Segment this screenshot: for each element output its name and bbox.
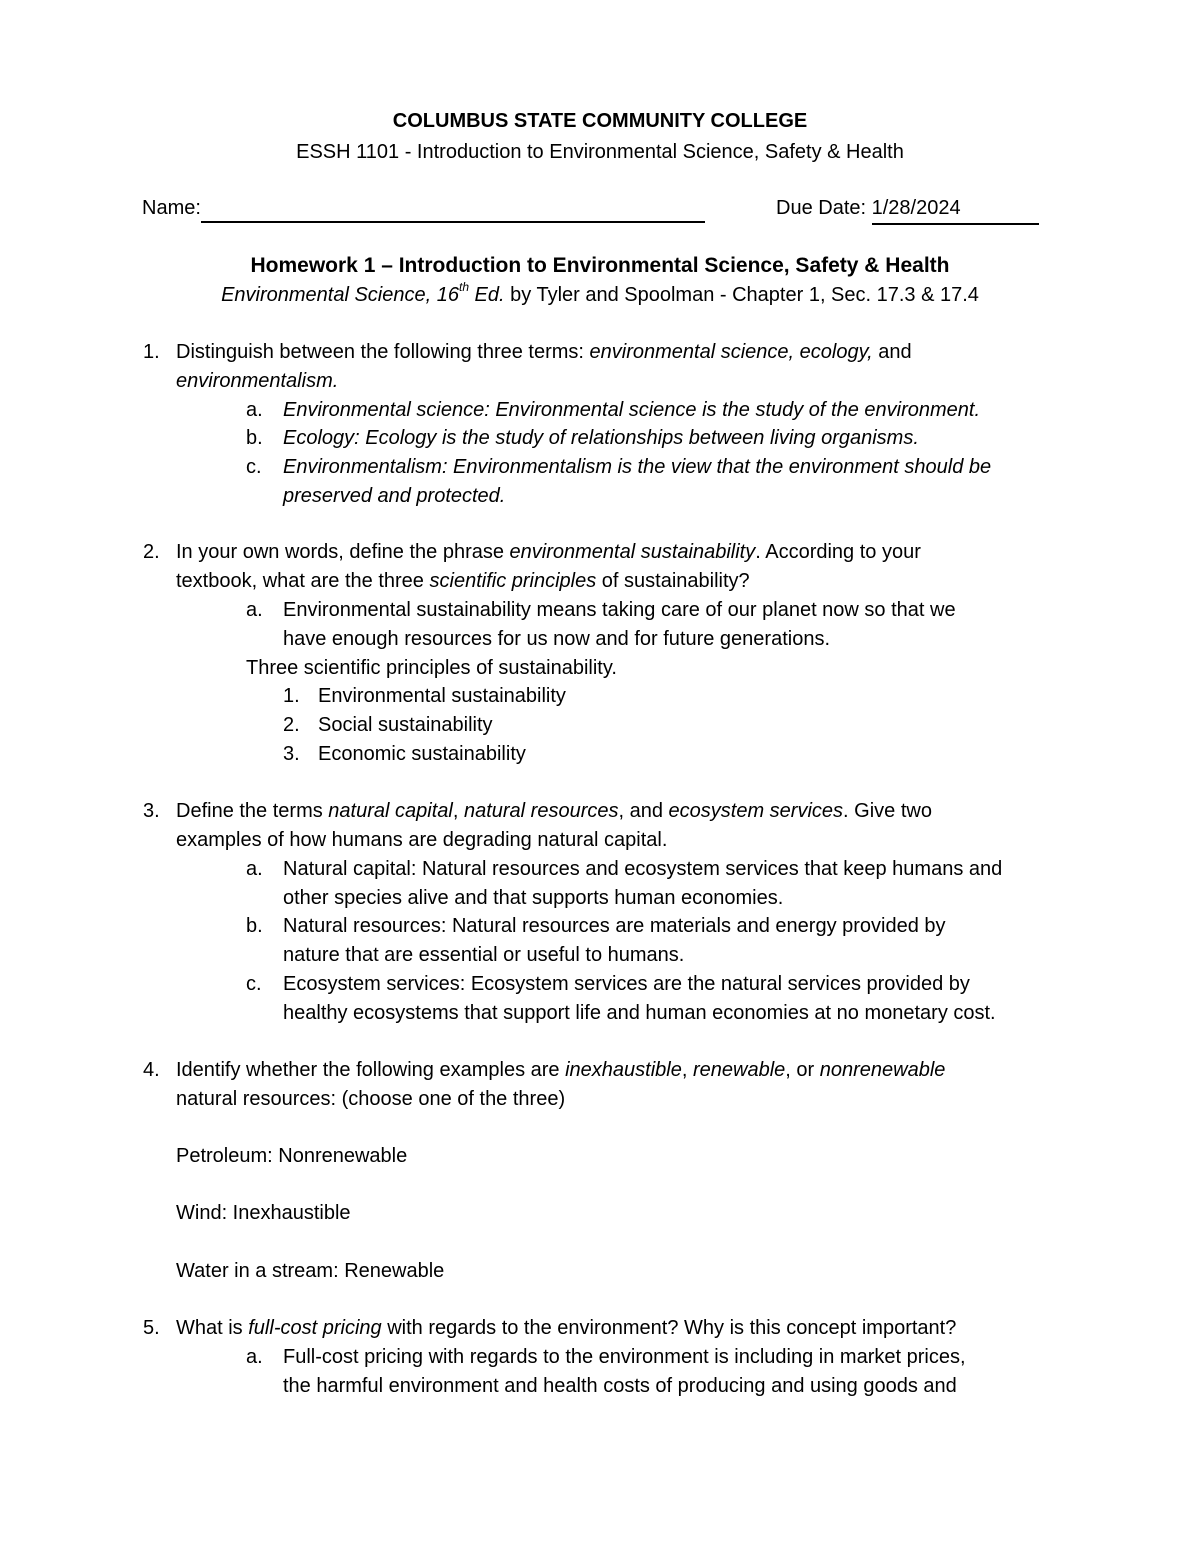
question-2-text (176, 538, 921, 567)
answer-5a-text-cont: the harmful environment and health costs of producing and using goods and (283, 1375, 957, 1397)
answer-1b-text: Ecology: Ecology is the study of relationships between living organisms. (283, 427, 919, 449)
question-3-text-cont: examples of how humans are degrading natural capital. (176, 829, 668, 851)
question-1 (0, 338, 1200, 367)
question-5-text (176, 1314, 956, 1343)
answer-3c (0, 970, 1200, 999)
answer-2a-text: Environmental sustainability means taking care of our planet now so that we (283, 599, 956, 621)
q4-term: renewable (692, 1059, 786, 1081)
answer-3a-line-2 (0, 884, 1200, 913)
q1-term-environmentalism: environmentalism. (176, 370, 339, 392)
answer-1b (0, 424, 1200, 453)
question-3-line-2 (0, 826, 1200, 855)
q4-term: inexhaustible (565, 1059, 682, 1081)
textbook-reference (0, 281, 1200, 310)
answer-3b-line-2 (0, 941, 1200, 970)
answer-1c-line-2 (0, 482, 1200, 511)
answer-3a (0, 855, 1200, 884)
principle-3 (0, 740, 1200, 769)
name-label: Name: (142, 197, 201, 219)
answer-3b-text-cont: nature that are essential or useful to humans. (283, 944, 685, 966)
principle-3-text: Economic sustainability (318, 743, 526, 765)
q3-term: natural resources (463, 800, 619, 822)
textbook-name: Environmental Science, 16 (221, 284, 459, 306)
q3-text-part: Define the terms (176, 800, 329, 822)
q2-term: environmental sustainability (509, 541, 756, 563)
q3-term: natural capital (328, 800, 453, 822)
answer-3c-text-cont: healthy ecosystems that support life and human economies at no monetary cost. (283, 1002, 996, 1024)
answer-2a-text-cont: have enough resources for us now and for future generations. (283, 628, 831, 650)
answer-3a-text-cont: other species alive and that supports human economies. (283, 887, 784, 909)
answer-3a-letter: a. (246, 858, 263, 880)
answer-1a-letter: a. (246, 399, 263, 421)
q5-text-part: with regards to the environment? Why is this concept important? (381, 1317, 957, 1339)
principle-2-number: 2. (283, 714, 300, 736)
question-1-line-2 (0, 367, 1200, 396)
principle-1-number: 1. (283, 685, 300, 707)
question-3 (0, 797, 1200, 826)
due-date-label: Due Date: (776, 197, 872, 219)
answer-5a-letter: a. (246, 1346, 263, 1368)
answer-5a (0, 1343, 1200, 1372)
q3-text-part: , and (618, 800, 669, 822)
q3-text-part: , (452, 800, 464, 822)
answer-1c-text: Environmentalism: Environmentalism is the view that the environment should be (283, 456, 992, 478)
answer-1a (0, 396, 1200, 425)
q1-text-part: Distinguish between the following three terms: (176, 341, 590, 363)
question-4-line-2 (0, 1085, 1200, 1114)
q4-text-part: , or (785, 1059, 820, 1081)
course-title: ESSH 1101 - Introduction to Environmental Science, Safety & Health (296, 141, 904, 163)
principle-3-number: 3. (283, 743, 300, 765)
answer-water: Water in a stream: Renewable (176, 1260, 445, 1282)
question-1-number: 1. (143, 341, 160, 363)
edition-suffix: th (458, 280, 469, 295)
answer-petroleum: Petroleum: Nonrenewable (176, 1145, 408, 1167)
answer-3c-text: Ecosystem services: Ecosystem services are the natural services provided by (283, 973, 970, 995)
q5-text-part: What is (176, 1317, 249, 1339)
q2-text-part: of sustainability? (596, 570, 750, 592)
question-1-text (176, 338, 912, 367)
answer-3c-letter: c. (246, 973, 262, 995)
answer-1c-letter: c. (246, 456, 262, 478)
q2-text-part: . According to your (755, 541, 921, 563)
answer-3b-letter: b. (246, 915, 263, 937)
edition-label: Ed. (469, 284, 505, 306)
q1-terms: environmental science, ecology, (589, 341, 873, 363)
name-blank-line (201, 199, 705, 223)
answer-3b (0, 912, 1200, 941)
q2-text-part: In your own words, define the phrase (176, 541, 510, 563)
answer-2a-line-2 (0, 625, 1200, 654)
q2-term: scientific principles (429, 570, 597, 592)
question-4-text (176, 1056, 945, 1085)
question-5-number: 5. (143, 1317, 160, 1339)
q3-text-part: . Give two (843, 800, 932, 822)
name-field (142, 194, 705, 223)
answer-3c-line-2 (0, 999, 1200, 1028)
college-title: COLUMBUS STATE COMMUNITY COLLEGE (392, 110, 808, 132)
question-3-text (176, 797, 932, 826)
question-4-text-cont: natural resources: (choose one of the three) (176, 1088, 566, 1110)
question-2-text-cont (176, 567, 750, 596)
question-5 (0, 1314, 1200, 1343)
question-2-number: 2. (143, 541, 160, 563)
q4-text-part: Identify whether the following examples are (176, 1059, 566, 1081)
textbook-details: by Tyler and Spoolman - Chapter 1, Sec. 17.3 & 17.4 (504, 284, 979, 306)
due-date-field (776, 194, 1039, 225)
answer-5a-text: Full-cost pricing with regards to the environment is including in market prices, (283, 1346, 966, 1368)
principles-intro: Three scientific principles of sustainability. (246, 657, 617, 679)
principle-2-text: Social sustainability (318, 714, 493, 736)
question-2 (0, 538, 1200, 567)
answer-2a (0, 596, 1200, 625)
q4-term: nonrenewable (819, 1059, 946, 1081)
question-4 (0, 1056, 1200, 1085)
principle-1 (0, 682, 1200, 711)
answer-5a-line-2 (0, 1372, 1200, 1401)
q3-term: ecosystem services (668, 800, 844, 822)
question-4-number: 4. (143, 1059, 160, 1081)
q5-term: full-cost pricing (248, 1317, 382, 1339)
homework-title: Homework 1 – Introduction to Environmental Science, Safety & Health (250, 254, 950, 277)
answer-3a-text: Natural capital: Natural resources and ecosystem services that keep humans and (283, 858, 1003, 880)
principle-1-text: Environmental sustainability (318, 685, 566, 707)
answer-1b-letter: b. (246, 427, 263, 449)
answer-wind: Wind: Inexhaustible (176, 1202, 351, 1224)
q2-text-part: textbook, what are the three (176, 570, 430, 592)
q1-text-part: and (872, 341, 912, 363)
answer-1c (0, 453, 1200, 482)
q4-text-part: , (681, 1059, 693, 1081)
answer-1a-text: Environmental science: Environmental science is the study of the environment. (283, 399, 981, 421)
answer-3b-text: Natural resources: Natural resources are materials and energy provided by (283, 915, 946, 937)
question-2-line-2 (0, 567, 1200, 596)
answer-2a-letter: a. (246, 599, 263, 621)
question-3-number: 3. (143, 800, 160, 822)
principle-2 (0, 711, 1200, 740)
due-date-value: 1/28/2024 (872, 194, 1039, 225)
answer-1c-text-cont: preserved and protected. (283, 485, 506, 507)
